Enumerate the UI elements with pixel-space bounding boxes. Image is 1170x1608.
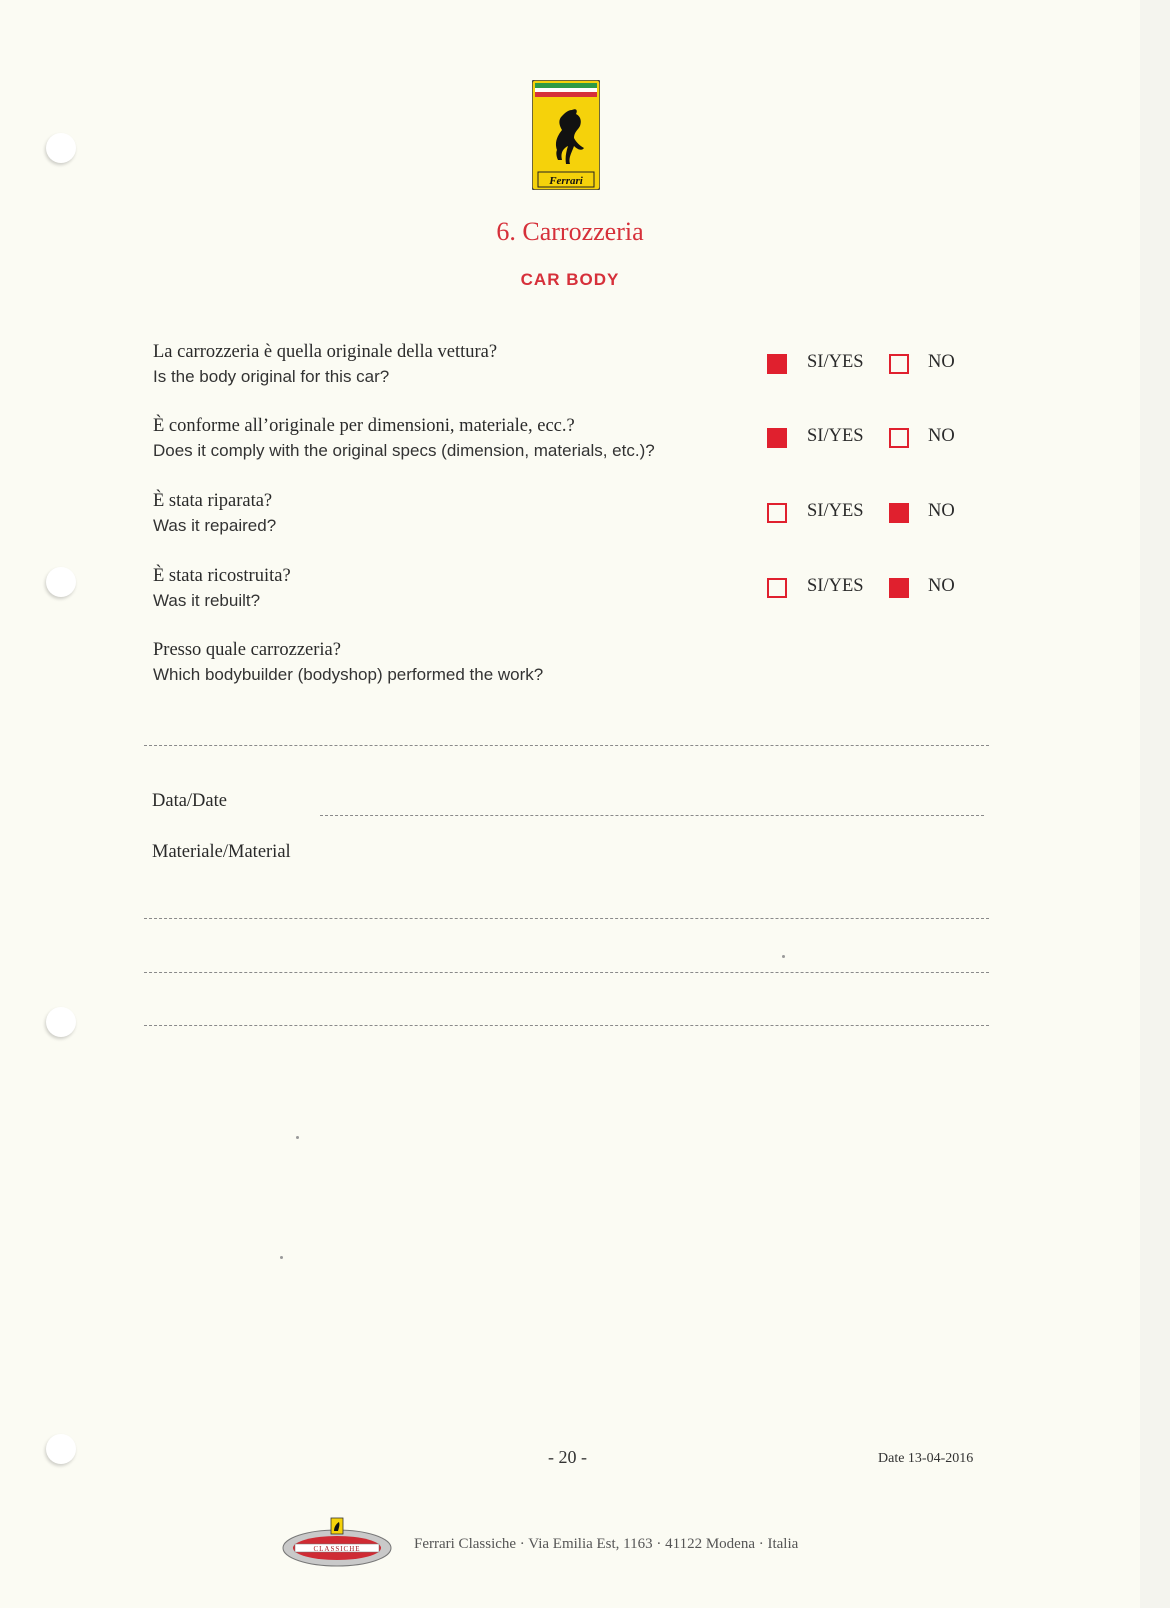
no-checkbox[interactable] [889,354,909,374]
no-checkbox[interactable] [889,578,909,598]
no-checkbox[interactable] [889,428,909,448]
yes-label: SI/YES [807,352,864,372]
no-label: NO [928,426,955,446]
question-english: Is the body original for this car? [153,367,390,386]
page-edge [1140,0,1170,1608]
yes-label: SI/YES [807,426,864,446]
punch-hole [46,567,76,597]
punch-hole [46,133,76,163]
punch-hole [46,1434,76,1464]
punch-hole [46,1007,76,1037]
question-italian: È stata ricostruita? [153,566,291,586]
date-label: Data/Date [152,791,227,811]
date-answer-line[interactable] [320,815,984,816]
yes-checkbox[interactable] [767,354,787,374]
page-title: 6. Carrozzeria [496,217,644,246]
question-rebuilt [153,564,291,613]
ferrari-classiche-logo [281,1514,393,1572]
no-label: NO [928,352,955,372]
material-label: Materiale/Material [152,842,291,862]
logo-text: Ferrari [549,175,583,187]
question-italian: Presso quale carrozzeria? [153,640,341,660]
footer-address: Ferrari Classiche · Via Emilia Est, 1163 · 41122 Modena · Italia [414,1536,799,1552]
material-answer-line[interactable] [144,918,989,919]
question-repaired [153,489,276,538]
bodyshop-answer-line[interactable] [144,745,989,746]
scan-speck [280,1256,283,1259]
question-english: Which bodybuilder (bodyshop) performed the work? [153,665,544,684]
yes-checkbox[interactable] [767,428,787,448]
yes-label: SI/YES [807,576,864,596]
yes-label: SI/YES [807,501,864,521]
question-original-body [153,340,497,389]
material-answer-line[interactable] [144,972,989,973]
scan-speck [296,1136,299,1139]
question-bodyshop [153,638,543,687]
date-stamp: Date 13-04-2016 [878,1451,974,1466]
question-italian: È conforme all’originale per dimensioni, materiale, ecc.? [153,416,575,436]
material-answer-line[interactable] [144,1025,989,1026]
question-italian: La carrozzeria è quella originale della vettura? [153,342,498,362]
yes-checkbox[interactable] [767,578,787,598]
question-complies-specs [153,414,655,463]
question-english: Does it comply with the original specs (dimension, materials, etc.)? [153,441,655,460]
no-label: NO [928,576,955,596]
page-number: - 20 - [548,1447,587,1467]
no-label: NO [928,501,955,521]
yes-checkbox[interactable] [767,503,787,523]
no-checkbox[interactable] [889,503,909,523]
classiche-logo-text: CLASSICHE [313,1545,361,1553]
question-english: Was it rebuilt? [153,591,261,610]
page-subtitle: CAR BODY [520,270,620,289]
question-english: Was it repaired? [153,516,277,535]
ferrari-shield-logo [532,80,600,190]
scan-speck [782,955,785,958]
question-italian: È stata riparata? [153,491,273,511]
